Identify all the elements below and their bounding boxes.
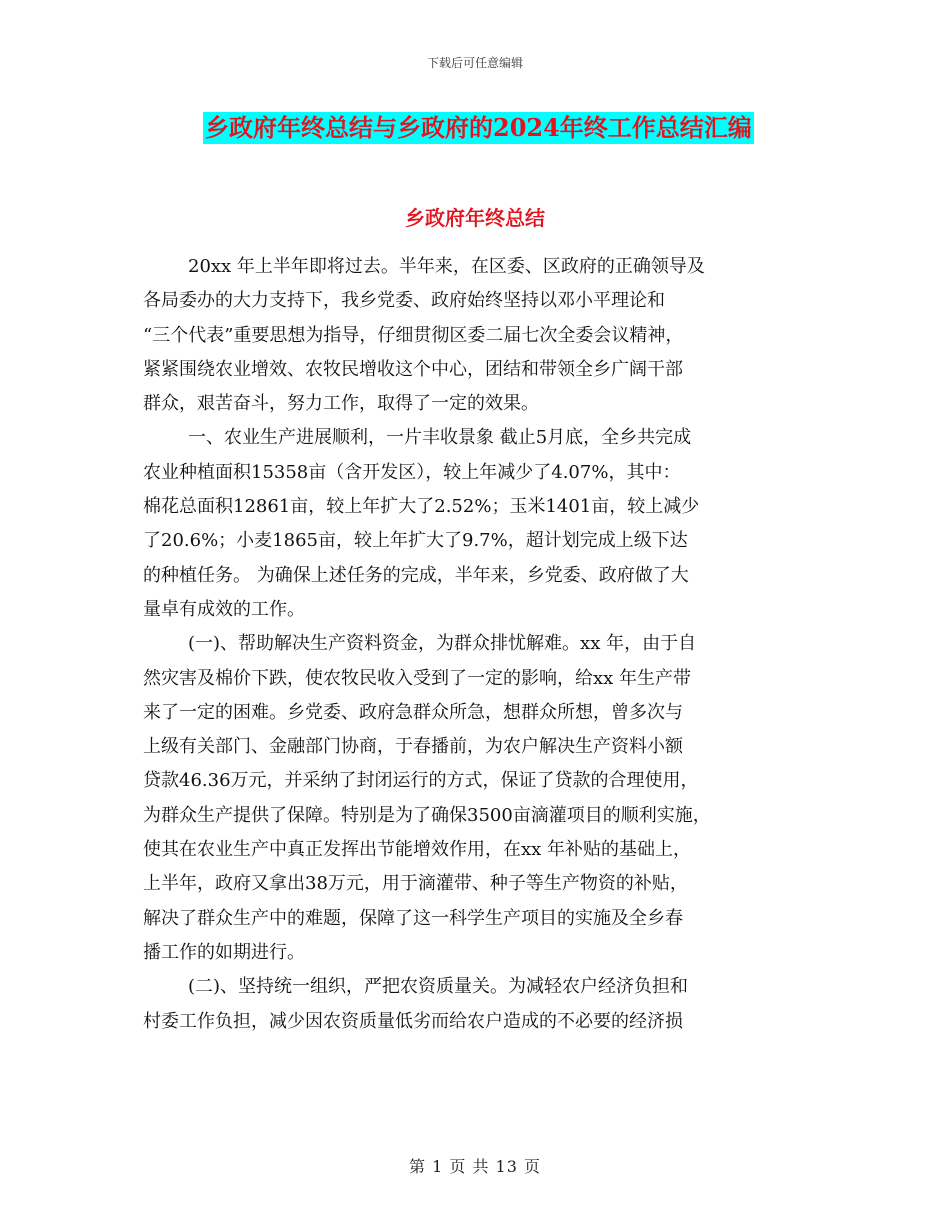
text-line: 农业种植面积15358亩（含开发区），较上年减少了4.07%，其中： <box>143 461 681 483</box>
text-line: 上半年，政府又拿出38万元，用于滴灌带、种子等生产物资的补贴， <box>143 873 688 895</box>
text-line: 使其在农业生产中真正发挥出节能增效作用，在xx 年补贴的基础上， <box>143 839 692 861</box>
text-line: 棉花总面积12861亩，较上年扩大了2.52%；玉米1401亩，较上减少 <box>143 496 700 518</box>
text-line: 群众，艰苦奋斗，努力工作，取得了一定的效果。 <box>143 393 539 415</box>
text-line: 播工作的如期进行。 <box>143 941 305 963</box>
text-line: 为群众生产提供了保障。特别是为了确保3500亩滴灌项目的顺利实施， <box>143 804 711 826</box>
text-line: 一、农业生产进展顺利，一片丰收景象 截止5月底，全乡共完成 <box>188 427 692 449</box>
page-footer: 第 1 页 共 13 页 <box>409 1157 541 1176</box>
text-line: 各局委办的大力支持下，我乡党委、政府始终坚持以邓小平理论和 <box>143 290 665 312</box>
header-note: 下载后可任意编辑 <box>426 56 523 70</box>
text-line: 解决了群众生产中的难题，保障了这一科学生产项目的实施及全乡春 <box>143 907 683 929</box>
text-line: (一)、帮助解决生产资料资金，为群众排忧解难。xx 年，由于自 <box>188 633 697 655</box>
text-line: 来了一定的困难。乡党委、政府急群众所急，想群众所想，曾多次与 <box>143 701 683 723</box>
text-line: 的种植任务。 为确保上述任务的完成，半年来，乡党委、政府做了大 <box>143 564 689 586</box>
text-line: “三个代表”重要思想为指导，仔细贯彻区委二届七次全委会议精神， <box>143 324 684 346</box>
body-text <box>143 250 811 1039</box>
text-line: 了20.6%；小麦1865亩，较上年扩大了9.7%，超计划完成上级下达 <box>143 530 688 552</box>
text-line: 贷款46.36万元，并采纳了封闭运行的方式，保证了贷款的合理使用， <box>143 770 699 792</box>
text-line: (二)、坚持统一组织，严把农资质量关。为减轻农户经济负担和 <box>188 976 689 998</box>
text-line: 上级有关部门、金融部门协商，于春播前，为农户解决生产资料小额 <box>143 736 683 758</box>
text-line: 20xx 年上半年即将过去。半年来，在区委、区政府的正确领导及 <box>188 256 705 277</box>
document-title: 乡政府年终总结与乡政府的2024年终工作总结汇编 <box>205 113 752 142</box>
text-line: 紧紧围绕农业增效、农牧民增收这个中心，团结和带领全乡广阔干部 <box>143 358 683 380</box>
section-title: 乡政府年终总结 <box>405 206 545 230</box>
text-line: 然灾害及棉价下跌，使农牧民收入受到了一定的影响，给xx 年生产带 <box>143 667 692 689</box>
text-line: 村委工作负担，减少因农资质量低劣而给农户造成的不必要的经济损 <box>143 1010 683 1032</box>
text-line: 量卓有成效的工作。 <box>143 598 305 620</box>
